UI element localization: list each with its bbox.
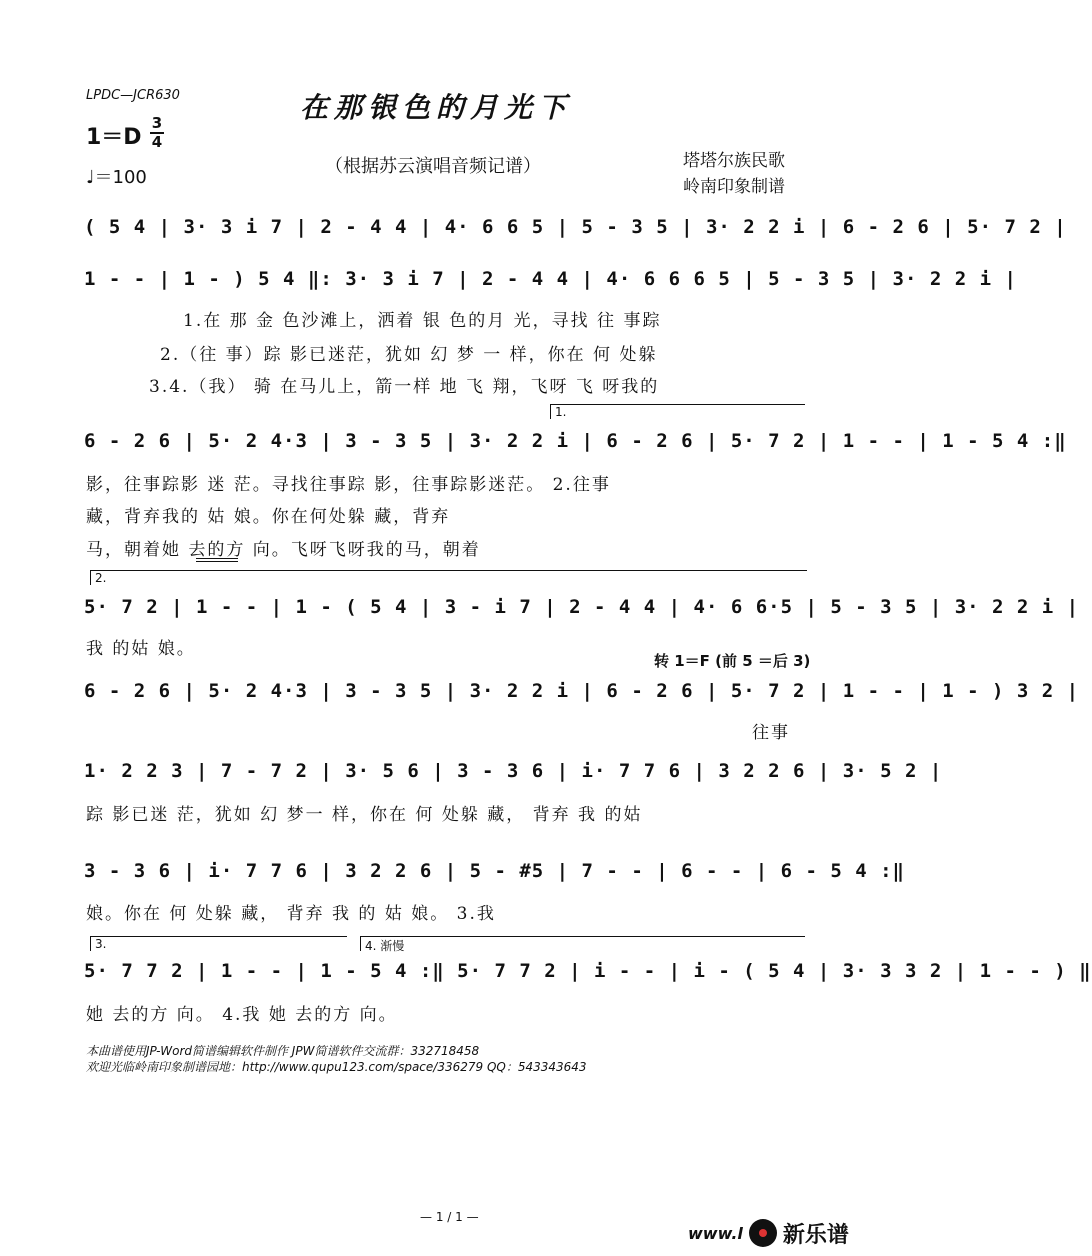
- page-number: — 1 / 1 —: [420, 1210, 479, 1224]
- meter-top: 3: [151, 114, 163, 132]
- volta-third-ending: 3.: [90, 936, 347, 951]
- tempo-mark: ♩＝100: [86, 167, 147, 188]
- staff-line-7: 3 - 3 6 | i· 7 7 6 | 3 2 2 6 | 5 - #5 | 7 - - | 6 - - | 6 - 5 4 :‖: [84, 860, 905, 882]
- staff-line-3: 6 - 2 6 | 5· 2 4·3 | 3 - 3 5 | 3· 2 2 i | 6 - 2 6 | 5· 7 2 | 1 - - | 1 - 5 4 :‖: [84, 430, 1067, 452]
- lyric-line-4: 我 的姑 娘。: [86, 639, 196, 659]
- double-underline-2: [196, 561, 238, 562]
- lyric-verse-3: 3.4.（我） 骑 在马儿上，箭一样 地 飞 翔，飞呀 飞 呀我的: [149, 377, 660, 397]
- lyric-line-3c: 马，朝着她 去的方 向。飞呀飞呀我的马，朝着: [86, 540, 481, 560]
- song-origin: 塔塔尔族民歌: [683, 151, 785, 171]
- staff-line-8: 5· 7 7 2 | 1 - - | 1 - 5 4 :‖ 5· 7 7 2 | i - - | i - ( 5 4 | 3· 3 3 2 | 1 - - ) ‖: [84, 960, 1092, 982]
- lyric-line-6: 踪 影已迷 茫，犹如 幻 梦一 样，你在 何 处躲 藏， 背弃 我 的姑: [86, 805, 643, 825]
- meter-bottom: 4: [151, 133, 163, 151]
- arranger: 岭南印象制谱: [683, 177, 785, 197]
- footer-line-1: 本曲谱使用JP-Word简谱编辑软件制作 JPW简谱软件交流群：332718458: [86, 1044, 480, 1058]
- modulation-mark: 转 1＝F (前 5 ＝后 3): [654, 652, 811, 670]
- double-underline-1: [196, 558, 238, 559]
- lyric-line-3a: 影，往事踪影 迷 茫。寻找往事踪 影，往事踪影迷茫。 2.往事: [86, 475, 611, 495]
- lyric-line-3b: 藏，背弃我的 姑 娘。你在何处躲 藏，背弃: [86, 507, 451, 527]
- time-signature: [150, 116, 164, 150]
- volta-first-ending: 1.: [550, 404, 805, 419]
- staff-line-5: 6 - 2 6 | 5· 2 4·3 | 3 - 3 5 | 3· 2 2 i | 6 - 2 6 | 5· 7 2 | 1 - - | 1 - ) 3 2 |: [84, 680, 1080, 702]
- vinyl-disc-icon: [749, 1219, 777, 1247]
- logo-url: www.l: [688, 1223, 743, 1243]
- lyric-line-5: 往事: [752, 723, 790, 743]
- site-logo[interactable]: [688, 1218, 849, 1248]
- volta-second-ending: 2.: [90, 570, 807, 585]
- lyric-verse-2: 2.（往 事）踪 影已迷茫，犹如 幻 梦 一 样，你在 何 处躲: [160, 345, 658, 365]
- lyric-line-8: 她 去的方 向。 4.我 她 去的方 向。: [86, 1005, 398, 1025]
- subtitle: （根据苏云演唱音频记谱）: [325, 156, 541, 177]
- key-signature: 1＝D: [86, 125, 142, 150]
- lyric-line-7: 娘。你在 何 处躲 藏， 背弃 我 的 姑 娘。 3.我: [86, 904, 496, 924]
- footer-line-2: 欢迎光临岭南印象制谱园地：http://www.qupu123.com/space/336279 QQ：543343643: [86, 1060, 587, 1074]
- score-code: LPDC—JCR630: [86, 88, 180, 103]
- song-title: 在那银色的月光下: [300, 91, 573, 124]
- staff-line-4: 5· 7 2 | 1 - - | 1 - ( 5 4 | 3 - i 7 | 2 - 4 4 | 4· 6 6·5 | 5 - 3 5 | 3· 2 2 i |: [84, 596, 1080, 618]
- staff-line-1: ( 5 4 | 3· 3 i 7 | 2 - 4 4 | 4· 6 6 5 | 5 - 3 5 | 3· 2 2 i | 6 - 2 6 | 5· 7 2 |: [84, 216, 1067, 238]
- staff-line-6: 1· 2 2 3 | 7 - 7 2 | 3· 5 6 | 3 - 3 6 | i· 7 7 6 | 3 2 2 6 | 3· 5 2 |: [84, 760, 943, 782]
- staff-line-2: 1 - - | 1 - ) 5 4 ‖: 3· 3 i 7 | 2 - 4 4 | 4· 6 6 6 5 | 5 - 3 5 | 3· 2 2 i |: [84, 268, 1017, 290]
- volta-fourth-ending: 4. 渐慢: [360, 936, 805, 951]
- logo-name: 新乐谱: [782, 1222, 849, 1248]
- lyric-verse-1: 1.在 那 金 色沙滩上，洒着 银 色的月 光，寻找 往 事踪: [183, 311, 662, 331]
